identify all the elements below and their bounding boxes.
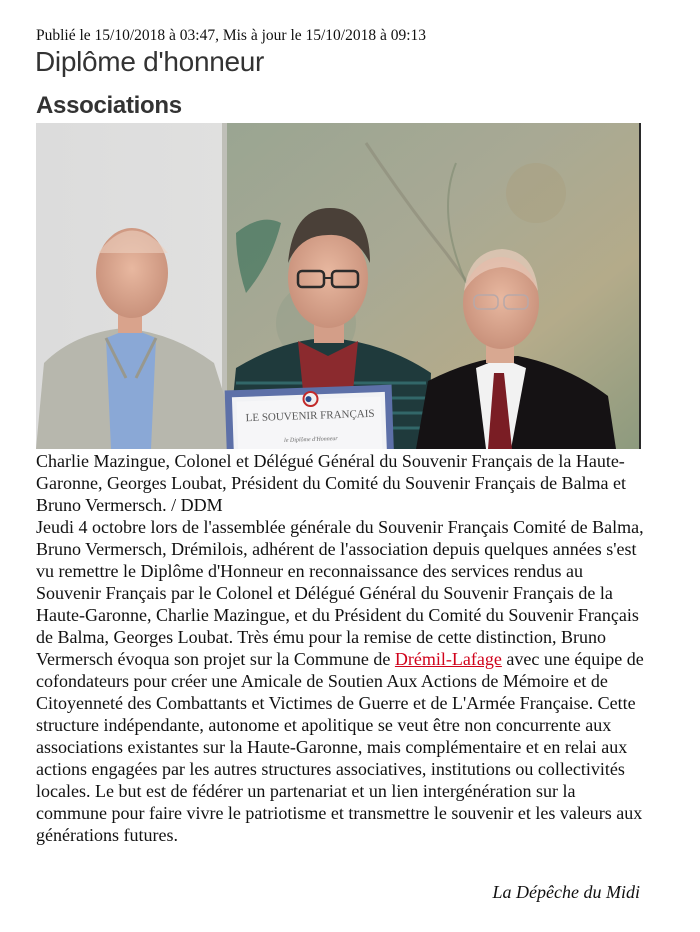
photo-caption: Charlie Mazingue, Colonel et Délégué Général du Souvenir Français de la Haute-Garonne, Georges Loubat, Président du Comité du Souvenir Français de Balma et Bruno Vermersch. / DDM [36, 451, 627, 515]
article-paragraph [36, 516, 648, 846]
article-title: Diplôme d'honneur [35, 46, 265, 77]
diploma [228, 388, 390, 449]
link-dremil-lafage[interactable]: Drémil-Lafage [394, 649, 502, 669]
diploma-heading: LE SOUVENIR FRANÇAIS [245, 407, 375, 425]
paragraph-text-before-link: Jeudi 4 octobre lors de l'assemblée générale du Souvenir Français Comité de Balma, Bruno Vermersch, Drémilois, adhérent de l'association depuis quelques années s'est vu remettre le Diplôme d'Honneur en reconnaissance des services rendus au Souvenir Français par le Colonel et Délégué Général du Souvenir Français de la Haute-Garonne, Charlie Mazingue, et du Président du Comité du Souvenir Français de Balma, Georges Loubat. Très ému pour la remise de cette distinction, Bruno Vermersch évoqua son projet sur la Commune de [36, 517, 644, 669]
publication-date: Publié le 15/10/2018 à 03:47, Mis à jour le 15/10/2018 à 09:13 [36, 27, 427, 44]
article-source: La Dépêche du Midi [492, 882, 640, 902]
article-body [36, 450, 648, 846]
paragraph-text-after-link: avec une équipe de cofondateurs pour créer une Amicale de Soutien Aux Actions de Mémoire et de Citoyenneté des Combattants et Victimes de Guerre et de L'Armée Française. Cette structure indépendante, autonome et apolitique se veut être non concurrente aux associations existantes sur la Haute-Garonne, mais complémentaire et en relai aux actions engagées par les autres structures associatives, institutions ou collectivités locales. Le but est de fédérer un partenariat et un lien intergénération sur la commune pour faire vivre le patriotisme et transmettre le souvenir et les valeurs aux générations futures. [36, 649, 644, 845]
article-photo [36, 123, 641, 449]
section-label: Associations [36, 92, 182, 119]
diploma-subtitle: le Diplôme d'Honneur [284, 436, 338, 444]
